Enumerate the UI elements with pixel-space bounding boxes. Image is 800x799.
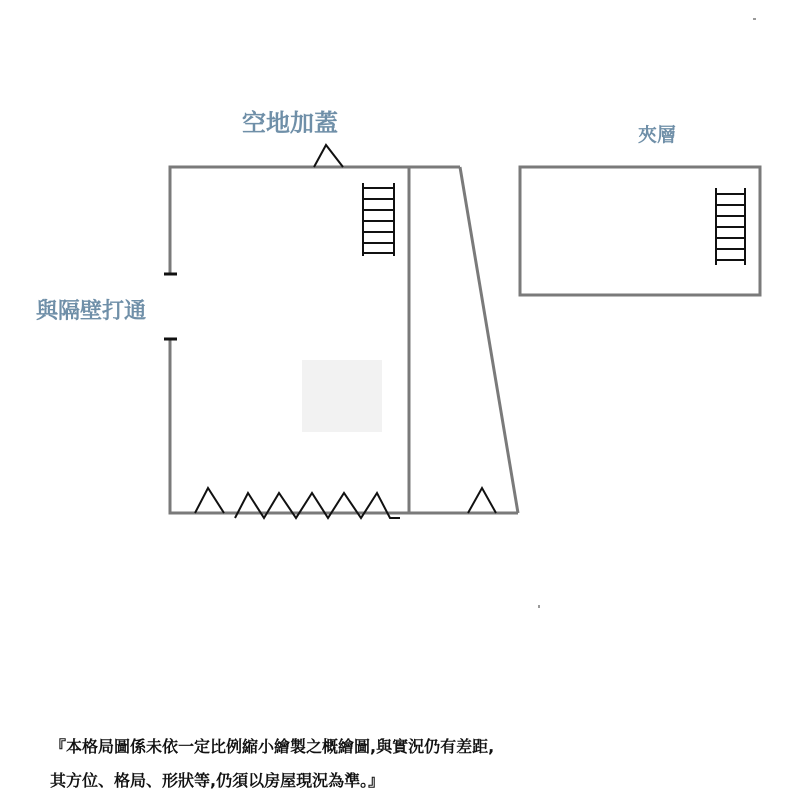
disclaimer-line-1: 『本格局圖係未依一定比例縮小繪製之概繪圖,與實況仍有差距, [50,737,495,756]
door-symbol-bottom-1 [195,488,224,513]
speck [538,605,540,608]
disclaimer-line-2: 其方位、格局、形狀等,仍須以房屋現況為準。』 [50,771,385,790]
speck [753,18,756,20]
opened-to-neighbor-label: 與隔壁打通 [36,299,147,324]
mezzanine-label: 夾層 [638,124,677,146]
door-symbols [195,145,496,518]
staircase-main [363,183,394,256]
door-symbol-top [314,145,343,167]
main-room-walls [170,167,518,513]
main-room-left-lower-wall [170,339,199,513]
opening-marks [164,274,177,339]
watermark-block [302,360,382,432]
slanted-right-wall [460,167,518,513]
rooftop-addition-label: 空地加蓋 [242,109,338,137]
staircase-mezzanine [716,188,745,265]
main-room-top-wall [170,167,460,274]
mezzanine-outline [520,167,760,295]
door-symbol-bottom-3 [468,488,496,513]
